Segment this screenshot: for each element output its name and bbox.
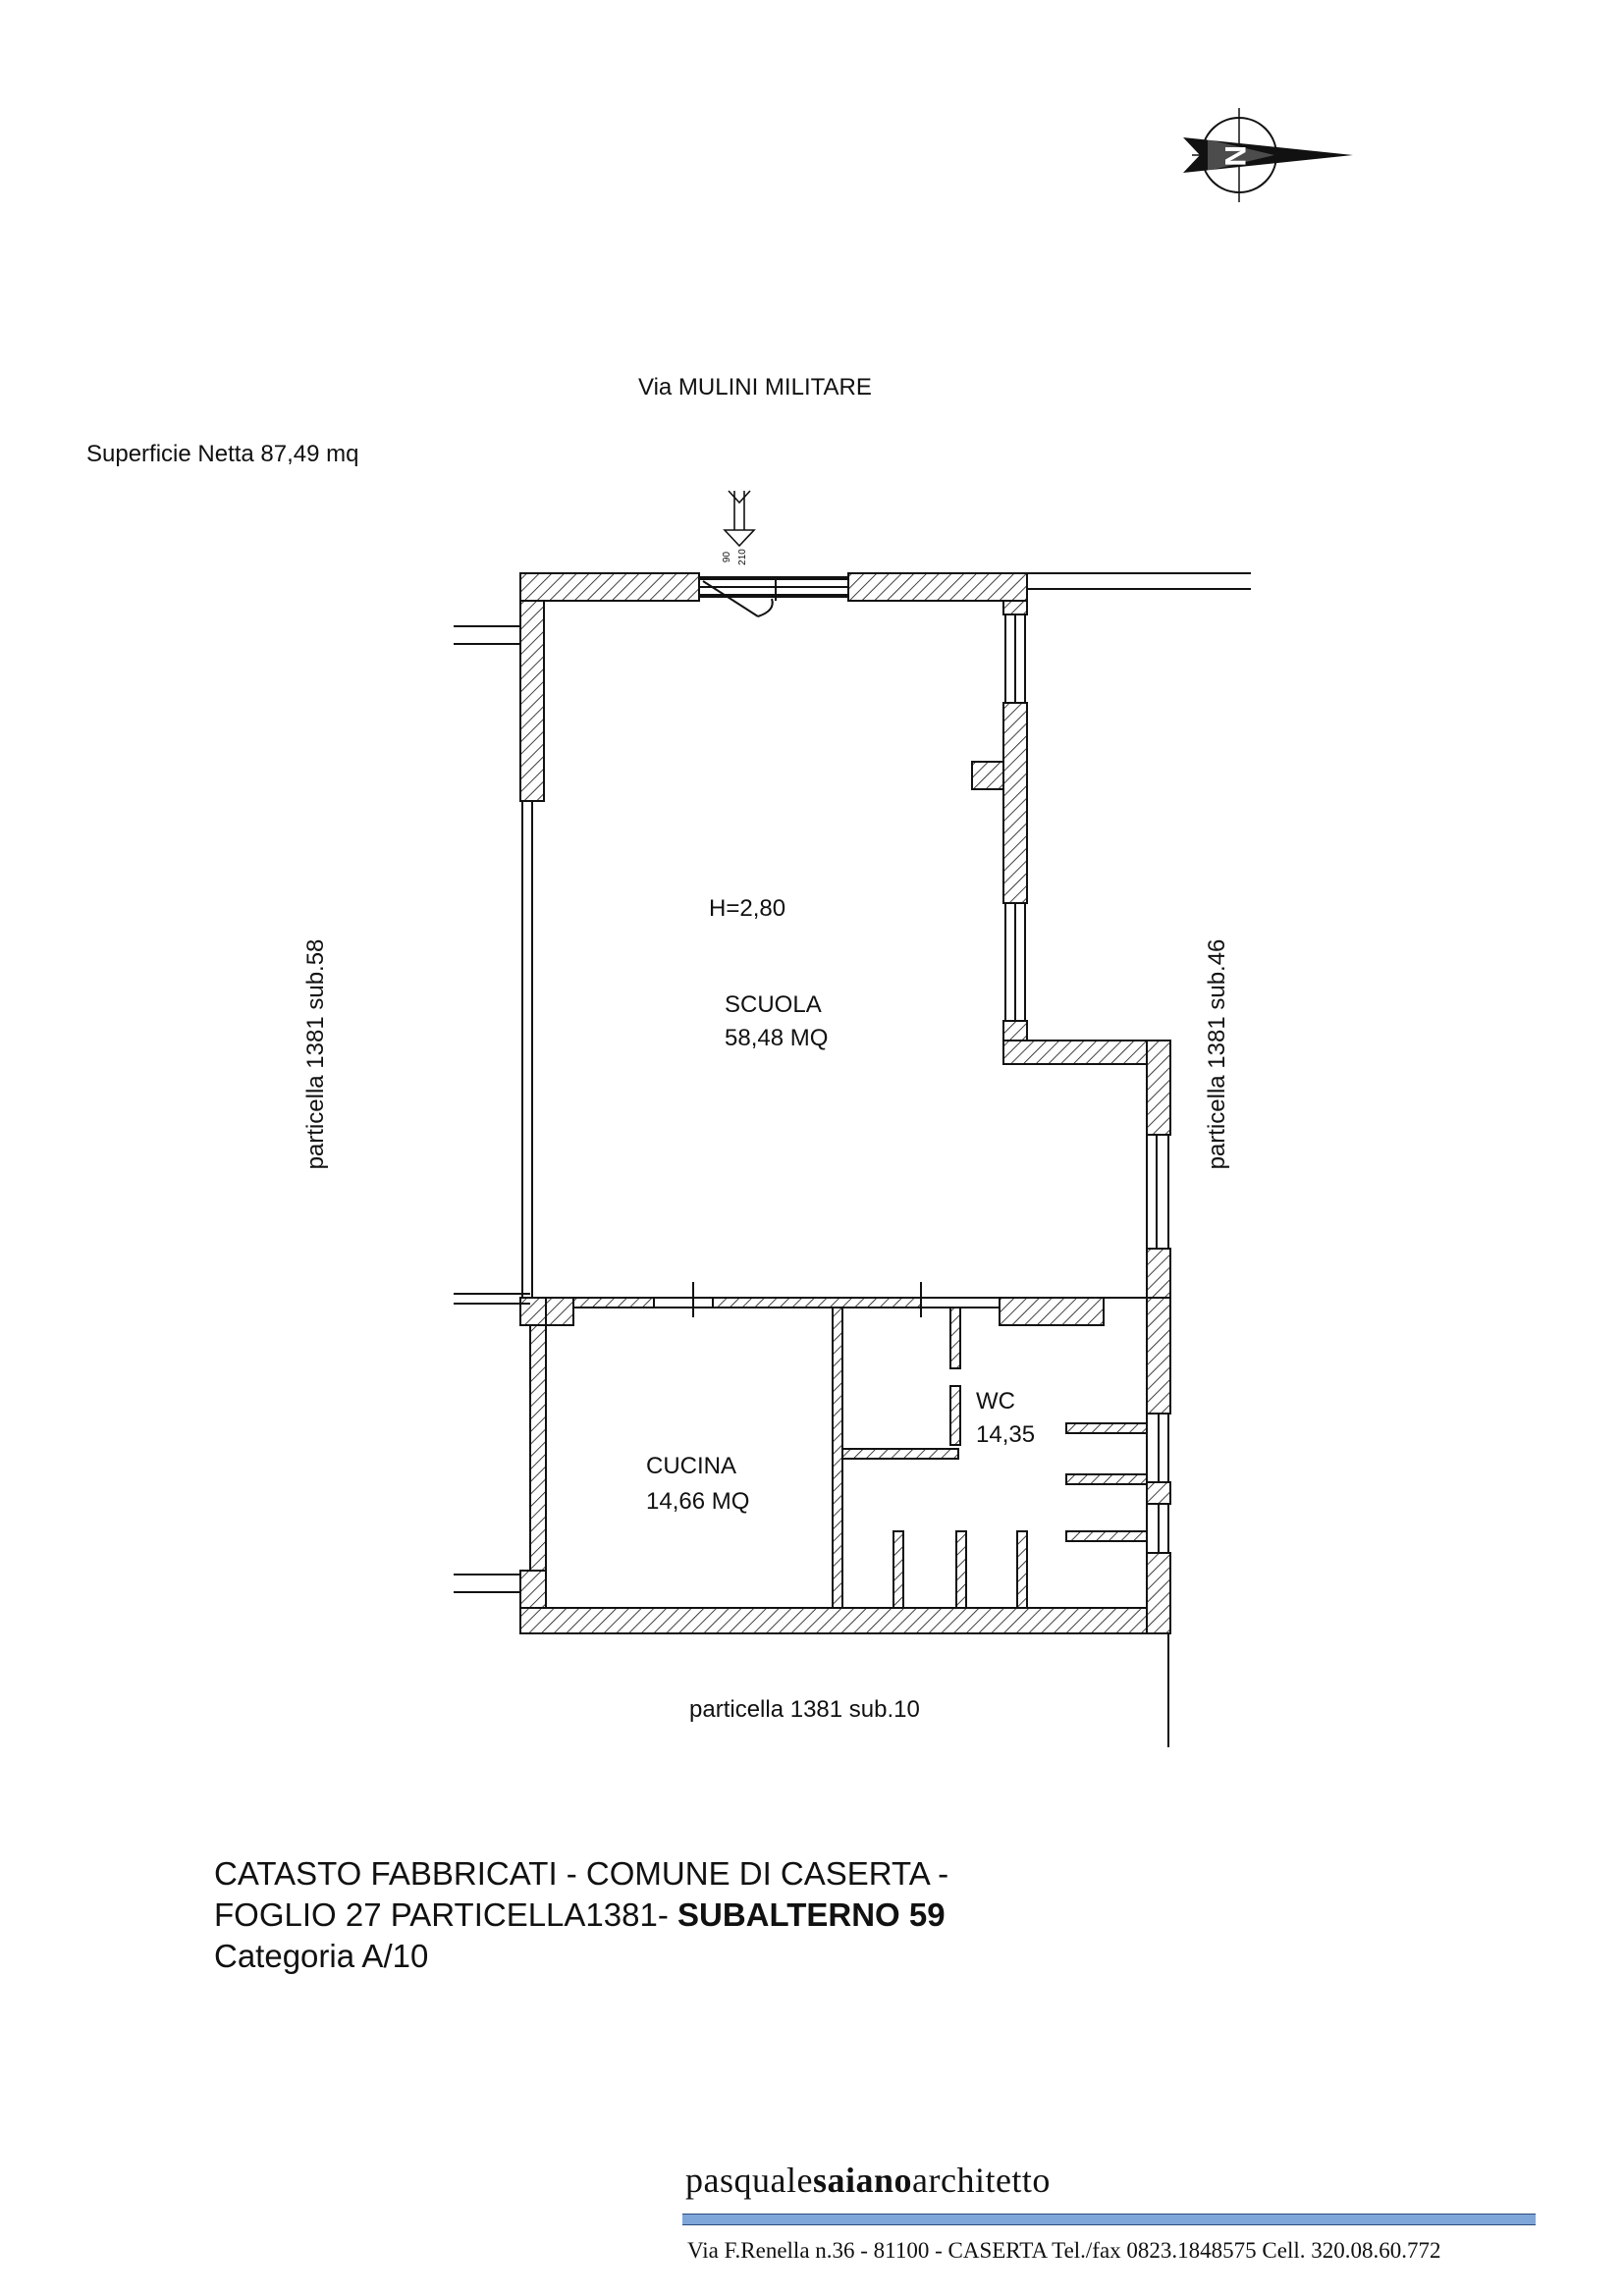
room-area-wc: 14,35: [976, 1421, 1036, 1448]
entrance-mark-2: 210: [736, 549, 748, 565]
boundary-bottom: particella 1381 sub.10: [689, 1696, 920, 1723]
surface-label: Superficie Netta 87,49 mq: [86, 441, 359, 467]
adjacent-lines: [454, 573, 1251, 1747]
title-line-1: CATASTO FABBRICATI - COMUNE DI CASERTA -: [214, 1855, 949, 1892]
room-name-wc: WC: [976, 1388, 1015, 1415]
firm-name-a: pasquale: [685, 2161, 813, 2200]
room-name-cucina: CUCINA: [646, 1453, 737, 1479]
window-lines: [522, 579, 1168, 1553]
firm-address: Via F.Renella n.36 - 81100 - CASERTA Tel./fax 0823.1848575 Cell. 320.08.60.772: [687, 2238, 1441, 2263]
north-arrow-icon: [1183, 108, 1353, 202]
firm-name-b: saiano: [812, 2161, 912, 2200]
entrance-arrow-icon: [725, 491, 754, 546]
svg-text:N: N: [1218, 145, 1251, 167]
title-block: [214, 1853, 948, 1977]
title-line-3: Categoria A/10: [214, 1938, 429, 1974]
room-height: H=2,80: [709, 895, 786, 922]
firm-name-c: architetto: [912, 2161, 1051, 2200]
room-name-scuola: SCUOLA: [725, 991, 822, 1018]
room-area-scuola: 58,48 MQ: [725, 1025, 829, 1051]
title-line-2-prefix: FOGLIO 27 PARTICELLA1381-: [214, 1896, 677, 1933]
street-label: Via MULINI MILITARE: [638, 374, 872, 400]
subalterno-label: SUBALTERNO 59: [677, 1896, 946, 1933]
boundary-left: particella 1381 sub.58: [302, 938, 329, 1170]
boundary-right: particella 1381 sub.46: [1204, 938, 1230, 1170]
interior-partitions: [833, 1308, 1147, 1608]
entrance-mark-1: 90: [722, 551, 733, 563]
firm-name: [685, 2160, 1051, 2201]
firm-bar: [682, 2214, 1536, 2225]
room-area-cucina: 14,66 MQ: [646, 1488, 750, 1515]
title-line-2: [214, 1895, 948, 1936]
